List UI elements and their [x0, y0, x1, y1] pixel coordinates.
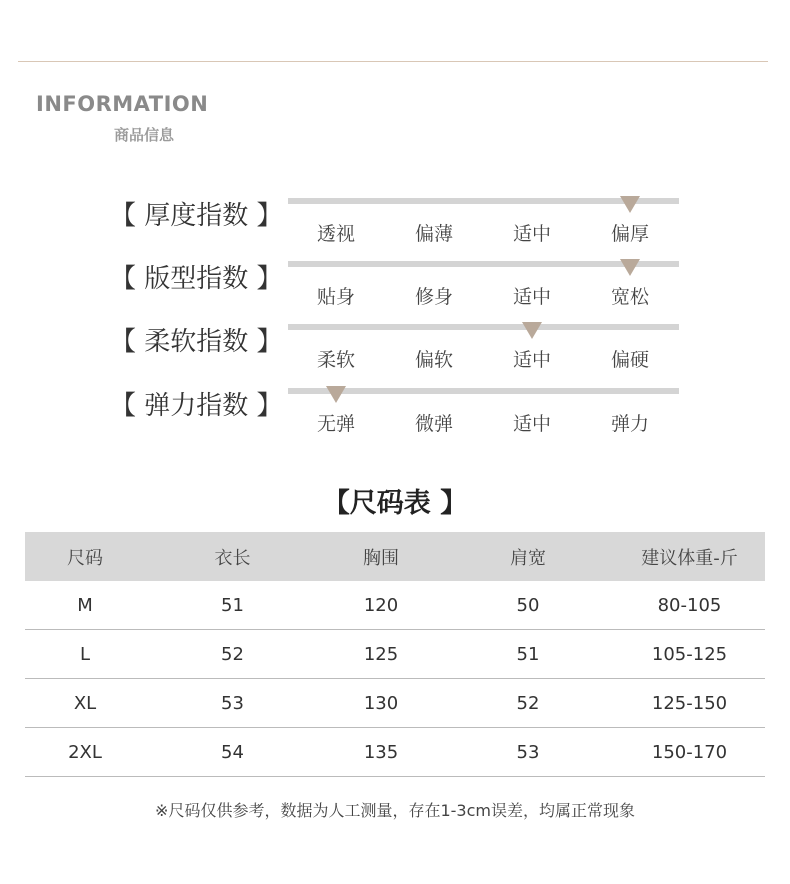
index-option: 适中	[512, 286, 551, 308]
index-option: 微弹	[414, 413, 453, 435]
table-row	[25, 581, 765, 630]
size-chart-title: 【尺码表 】	[322, 488, 468, 519]
table-cell: 52	[442, 679, 614, 728]
index-option: 弹力	[610, 413, 649, 435]
table-cell: 125-150	[614, 679, 765, 728]
index-row-fit	[0, 258, 790, 318]
index-option: 偏软	[414, 349, 453, 371]
table-cell: 130	[320, 679, 442, 728]
index-marker	[522, 322, 542, 339]
table-cell: 105-125	[614, 630, 765, 679]
index-option: 柔软	[316, 349, 355, 371]
index-marker	[620, 259, 640, 276]
section-title: INFORMATION	[36, 92, 209, 116]
size-table	[25, 532, 765, 777]
table-cell: 54	[145, 728, 320, 777]
table-cell: 53	[145, 679, 320, 728]
index-name: 【 厚度指数 】	[110, 201, 283, 231]
table-cell: 150-170	[614, 728, 765, 777]
index-option: 无弹	[316, 413, 355, 435]
index-option: 宽松	[610, 286, 649, 308]
table-row	[25, 728, 765, 777]
table-header: 肩宽	[442, 532, 614, 581]
table-header: 尺码	[25, 532, 145, 581]
table-header: 衣长	[145, 532, 320, 581]
index-marker	[326, 386, 346, 403]
index-row-softness	[0, 321, 790, 381]
index-row-thickness	[0, 195, 790, 255]
table-row	[25, 679, 765, 728]
table-cell: 2XL	[25, 728, 145, 777]
table-row	[25, 630, 765, 679]
index-option: 适中	[512, 413, 551, 435]
table-header: 胸围	[320, 532, 442, 581]
table-cell: L	[25, 630, 145, 679]
table-cell: 52	[145, 630, 320, 679]
table-cell: 51	[442, 630, 614, 679]
table-cell: 125	[320, 630, 442, 679]
index-option: 适中	[512, 223, 551, 245]
index-option: 偏厚	[610, 223, 649, 245]
table-cell: 80-105	[614, 581, 765, 630]
table-cell: 50	[442, 581, 614, 630]
section-subtitle: 商品信息	[114, 126, 175, 144]
index-name: 【 柔软指数 】	[110, 327, 283, 357]
table-cell: XL	[25, 679, 145, 728]
index-option: 贴身	[316, 286, 355, 308]
table-cell: 51	[145, 581, 320, 630]
index-bar	[288, 324, 679, 330]
index-option: 修身	[414, 286, 453, 308]
index-bar	[288, 388, 679, 394]
index-option: 偏薄	[414, 223, 453, 245]
index-name: 【 版型指数 】	[110, 264, 283, 294]
table-cell: M	[25, 581, 145, 630]
index-row-elasticity	[0, 385, 790, 445]
index-name: 【 弹力指数 】	[110, 391, 283, 421]
index-option: 偏硬	[610, 349, 649, 371]
index-option: 适中	[512, 349, 551, 371]
table-header: 建议体重-斤	[614, 532, 765, 581]
index-marker	[620, 196, 640, 213]
table-cell: 135	[320, 728, 442, 777]
table-cell: 53	[442, 728, 614, 777]
table-header-row	[25, 532, 765, 581]
index-option: 透视	[316, 223, 355, 245]
top-divider	[18, 61, 768, 62]
size-note: ※尺码仅供参考，数据为人工测量，存在1-3cm误差，均属正常现象	[155, 801, 635, 820]
table-cell: 120	[320, 581, 442, 630]
